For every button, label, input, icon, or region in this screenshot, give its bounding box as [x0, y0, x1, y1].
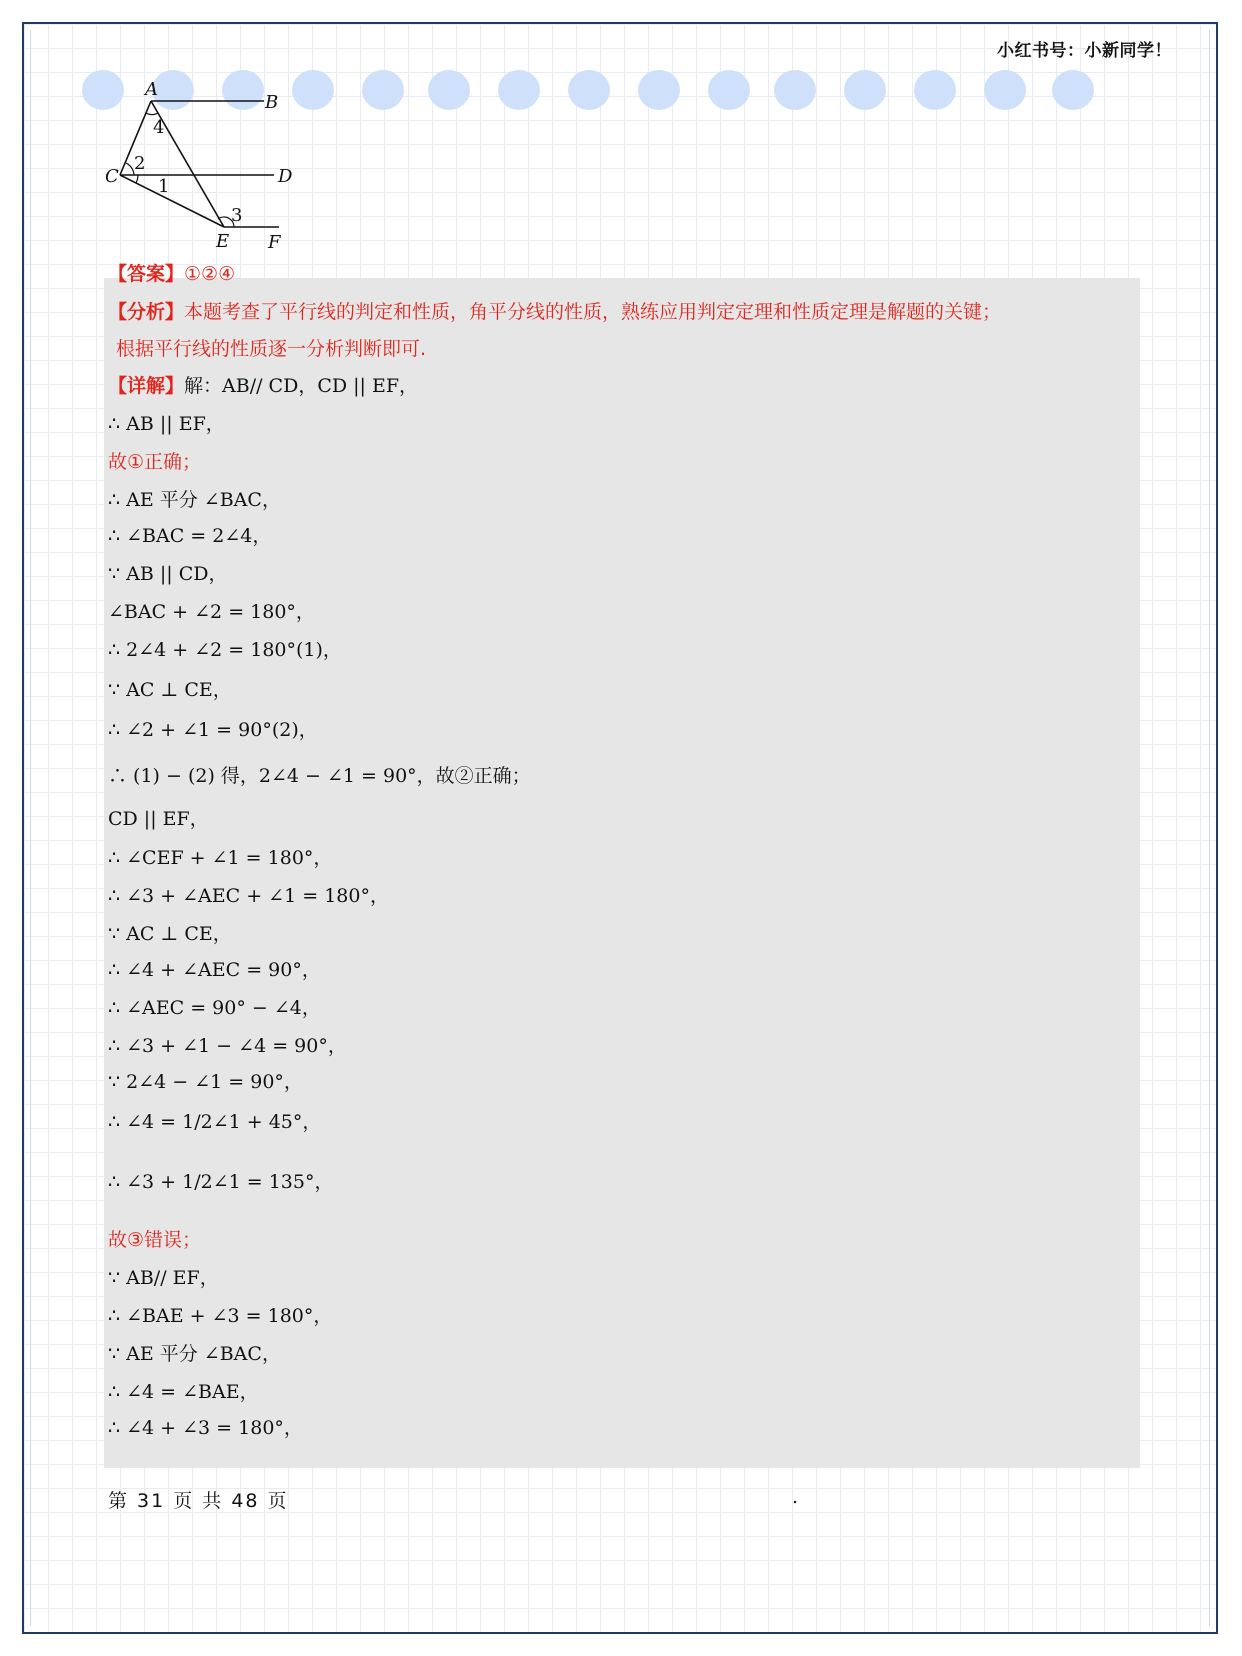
solution-step: ∵ AC ⊥ CE， — [108, 923, 232, 945]
binder-hole — [914, 70, 956, 110]
binder-hole — [638, 70, 680, 110]
answer-line — [108, 262, 235, 286]
answer-tag: 【答案】 — [108, 263, 185, 285]
label-angle-4: 4 — [153, 117, 165, 138]
binder-hole — [984, 70, 1026, 110]
binder-hole — [1052, 70, 1094, 110]
angle-2-arc — [126, 163, 134, 175]
binder-hole — [428, 70, 470, 110]
solution-step: ∴ ∠4 + ∠3 = 180°， — [108, 1417, 303, 1439]
solution-step: 故①正确； — [108, 451, 202, 473]
binder-hole — [844, 70, 886, 110]
footer-dot: . — [792, 1486, 799, 1508]
label-f: F — [268, 232, 281, 253]
label-d: D — [278, 166, 293, 187]
binder-hole — [362, 70, 404, 110]
solution-step: ∴ ∠BAE + ∠3 = 180°， — [108, 1305, 333, 1327]
solution-step: ∴ ∠4 = ∠BAE， — [108, 1381, 259, 1403]
solution-step: ∴ AE 平分 ∠BAC， — [108, 489, 281, 511]
analysis-line — [108, 300, 1001, 324]
solution-step: ∵ AE 平分 ∠BAC， — [108, 1343, 281, 1365]
label-angle-1: 1 — [158, 176, 170, 197]
solution-step: ∴ ∠AEC = 90° − ∠4， — [108, 997, 321, 1019]
answer-text: ①②④ — [184, 263, 236, 285]
label-c: C — [105, 166, 119, 187]
analysis-text-1: 本题考查了平行线的判定和性质，角平分线的性质，熟练应用判定定理和性质定理是解题的关键； — [184, 301, 1002, 323]
angle-4-arc — [146, 113, 158, 115]
solution-step: ∴ 2∠4 + ∠2 = 180°(1)， — [108, 639, 342, 661]
analysis-tag: 【分析】 — [108, 301, 185, 323]
solution-step: ∴ ∠3 + 1/2∠1 = 135°， — [108, 1171, 334, 1193]
analysis-text-2: 根据平行线的性质逐一分析判断即可. — [116, 338, 427, 360]
solution-step: ∠BAC + ∠2 = 180°， — [108, 601, 315, 623]
angle-1-arc — [136, 175, 138, 183]
solution-panel — [104, 278, 1140, 1468]
label-angle-2: 2 — [134, 153, 146, 174]
solution-step: ∴ ∠CEF + ∠1 = 180°， — [108, 847, 333, 869]
solution-step: ∴ ∠4 + ∠AEC = 90°， — [108, 959, 321, 981]
page-number: 第 31 页 共 48 页 — [108, 1490, 289, 1512]
label-e: E — [216, 231, 230, 252]
solution-step: ∴ (1) − (2) 得，2∠4 − ∠1 = 90°，故②正确； — [108, 765, 531, 787]
solution-step: ∴ ∠3 + ∠AEC + ∠1 = 180°， — [108, 885, 389, 907]
notebook-page — [22, 22, 1218, 1634]
solution-step: ∴ ∠2 + ∠1 = 90°(2)， — [108, 719, 318, 741]
solution-step: ∴ ∠BAC = 2∠4， — [108, 525, 272, 547]
label-a: A — [145, 79, 158, 100]
label-angle-3: 3 — [231, 205, 243, 226]
solution-step: ∴ ∠4 = 1/2∠1 + 45°， — [108, 1111, 322, 1133]
binder-hole — [774, 70, 816, 110]
solution-step: ∴ AB || EF， — [108, 413, 225, 435]
solution-step: ∵ AB// EF， — [108, 1267, 219, 1289]
solution-step: ∵ AB || CD， — [108, 563, 228, 585]
detail-tag: 【详解】 — [108, 375, 185, 397]
detail-first: 解：AB// CD，CD || EF， — [184, 375, 419, 397]
solution-step: CD || EF， — [108, 808, 209, 830]
binder-hole — [708, 70, 750, 110]
binder-hole — [568, 70, 610, 110]
solution-step: 故③错误； — [108, 1229, 202, 1251]
binder-hole — [498, 70, 540, 110]
solution-step: ∵ AC ⊥ CE， — [108, 679, 232, 701]
solution-step: ∴ ∠3 + ∠1 − ∠4 = 90°， — [108, 1035, 347, 1057]
solution-step: ∵ 2∠4 − ∠1 = 90°， — [108, 1071, 303, 1093]
detail-line — [108, 374, 418, 398]
watermark: 小红书号：小新同学！ — [997, 41, 1172, 61]
label-b: B — [265, 92, 279, 113]
